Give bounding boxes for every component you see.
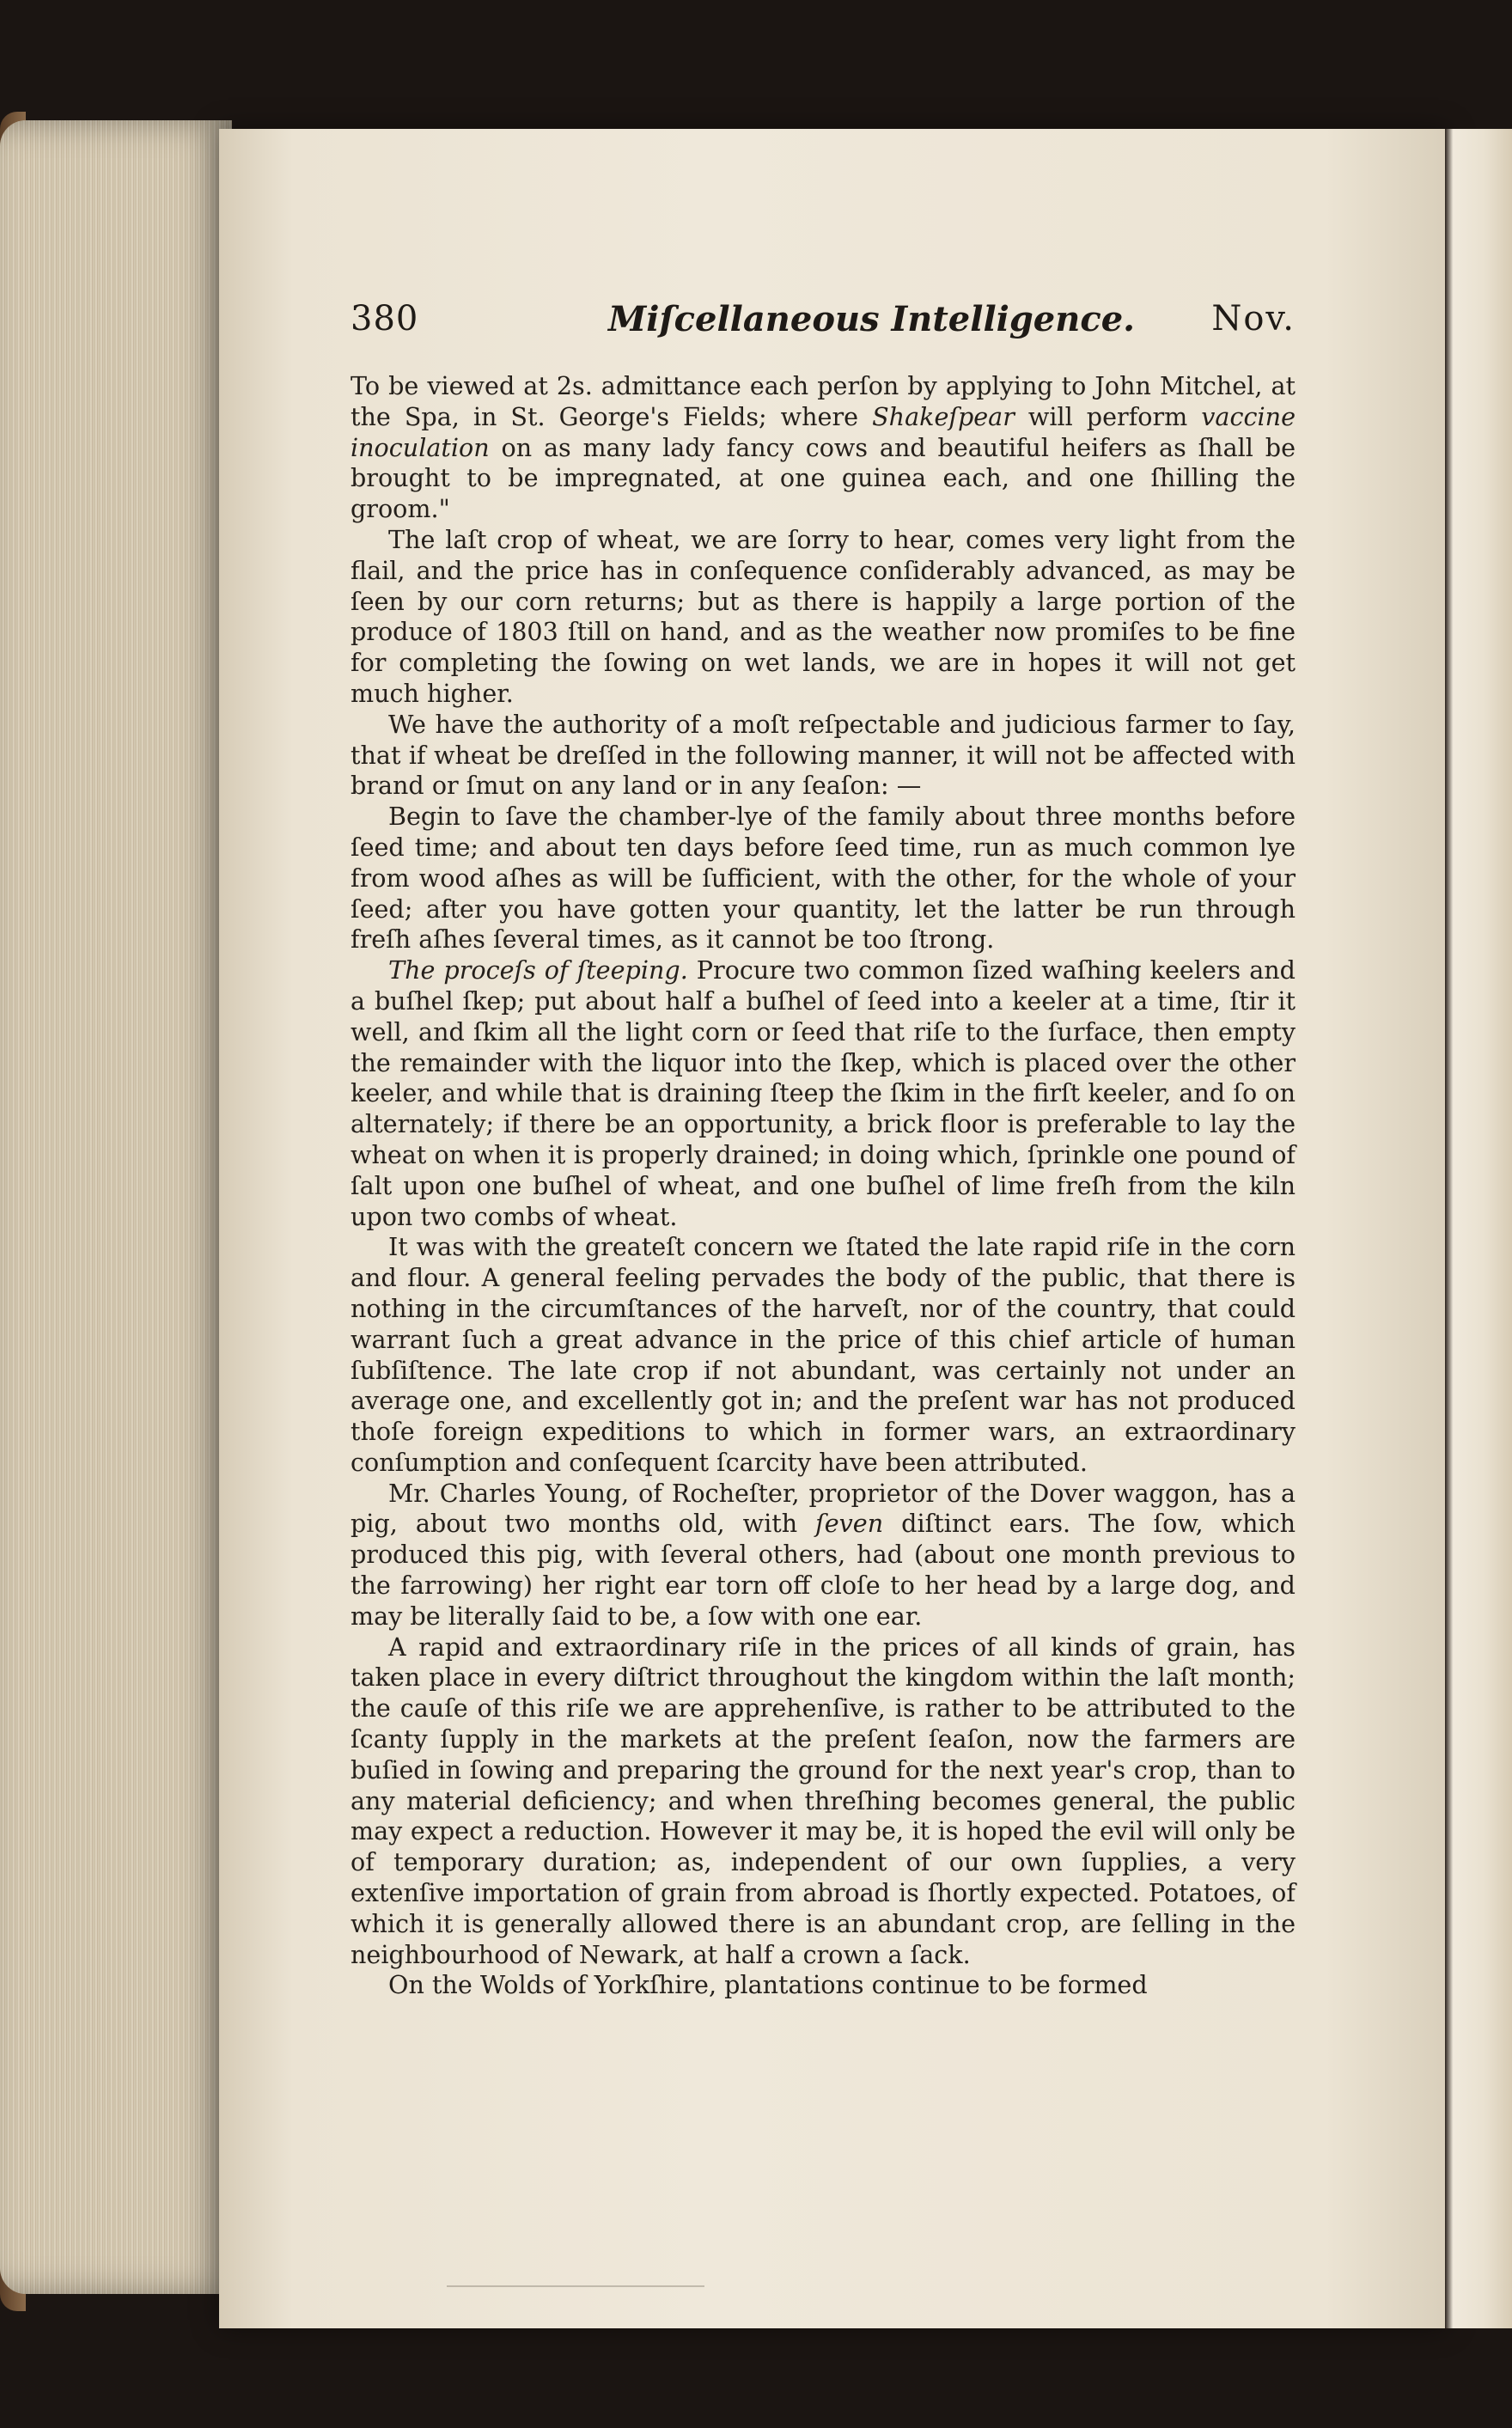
- italic-text: The proceſs of ſteeping.: [388, 955, 688, 985]
- paragraph: [351, 1232, 1296, 1478]
- paragraph: [351, 371, 1296, 525]
- text-run: will perform: [1014, 401, 1202, 431]
- paragraph: [351, 802, 1296, 955]
- paragraph: [351, 710, 1296, 802]
- text-run: A rapid and extraordinary riſe in the prices of all kinds of grain, has taken place in every diſtrict throughout the kingdom within the laſt month; the cauſe of this riſe we are apprehenſive, is rather to be attributed to the ſcanty ſupply in the markets at the preſent ſeaſon, now the farmers are buſied in ſowing and preparing the ground for the next year's crop, than to any material deficiency; and when threſhing becomes general, the public may expect a reduction. However it may be, it is hoped the evil will only be of temporary duration; as, independent of our own ſupplies, a very extenſive importation of grain from abroad is ſhortly expected. Potatoes, of which it is generally allowed there is an abundant crop, are ſelling in the neighbourhood of Newark, at half a crown a ſack.: [351, 1632, 1296, 1969]
- text-run: It was with the greateſt concern we ſtated the late rapid riſe in the corn and flour. A general feeling pervades the body of the public, that there is nothing in the circumſtances of the harveſt, nor of the country, that could warrant ſuch a great advance in the price of this chief article of human ſubſiſtence. The late crop if not abundant, was certainly not under an average one, and excellently got in; and the preſent war has not produced thoſe foreign expeditions to which in former wars, an extraordinary conſumption and conſequent ſcarcity have been attributed.: [351, 1232, 1296, 1477]
- italic-text: vaccine inoculation: [351, 401, 1296, 462]
- italic-text: ſeven: [815, 1509, 884, 1539]
- text-run: Procure two common ſized waſhing keelers and a buſhel ſkep; put about half a buſhel of ſeed into a keeler at a time, ſtir it well, and ſkim all the light corn or ſeed that riſe to the ſurface, then empty the remainder with the liquor into the ſkep, which is placed over the other keeler, and while that is draining ſteep the ſkim in the firſt keeler, and ſo on alternately; if there be an opportunity, a brick floor is preferable to lay the wheat on when it is properly drained; in doing which, ſprinkle one pound of ſalt upon one buſhel of wheat, and one buſhel of lime freſh from the kiln upon two combs of wheat.: [351, 955, 1296, 1231]
- text-run: To be viewed at 2s. admittance each perſon by applying to John Mitchel, at the Spa, in St. George's Fields; where: [351, 371, 1296, 431]
- page-number: 380: [351, 299, 419, 339]
- body-text: [351, 371, 1296, 2001]
- paragraph: [351, 525, 1296, 710]
- facing-page-edge: [1445, 129, 1512, 2328]
- italic-text: Shakeſpear: [872, 401, 1015, 431]
- text-run: Mr. Charles Young, of Rocheſter, proprietor of the Dover waggon, has a pig, about two months old, with: [351, 1478, 1296, 1539]
- text-run: We have the authority of a moſt reſpectable and judicious farmer to ſay, that if wheat be dreſſed in the following manner, it will not be affected with brand or ſmut on any land or in any ſeaſon: —: [351, 709, 1296, 801]
- text-run: on as many lady fancy cows and beautiful heifers as ſhall be brought to be impregnated, at one guinea each, and one ſhilling the groom.": [351, 432, 1296, 524]
- page-foot-mark: [447, 2285, 704, 2287]
- paragraph: [351, 1479, 1296, 1632]
- paragraph: [351, 1970, 1296, 2001]
- text-run: On the Wolds of Yorkſhire, plantations continue to be formed: [388, 1970, 1148, 2000]
- text-run: Begin to ſave the chamber-lye of the family about three months before ſeed time; and about ten days before ſeed time, run as much common lye from wood aſhes as will be ſufficient, with the other, for the whole of your ſeed; after you have gotten your quantity, let the latter be run through freſh aſhes ſeveral times, as it cannot be too ſtrong.: [351, 802, 1296, 955]
- text-run: diſtinct ears. The ſow, which produced this pig, with ſeveral others, had (about one month previous to the farrowing) her right ear torn off cloſe to her head by a large dog, and may be literally ſaid to be, a ſow with one ear.: [351, 1509, 1296, 1631]
- text-run: The laſt crop of wheat, we are ſorry to hear, comes very light from the flail, and the price has in conſequence conſiderably advanced, as may be ſeen by our corn returns; but as there is happily a large portion of the produce of 1803 ſtill on hand, and as the weather now promiſes to be fine for completing the ſowing on wet lands, we are in hopes it will not get much higher.: [351, 524, 1296, 708]
- page-header: [351, 299, 1296, 351]
- paragraph: [351, 955, 1296, 1232]
- paragraph: [351, 1632, 1296, 1971]
- stacked-page-edges: [0, 120, 232, 2294]
- running-title: Miſcellaneous Intelligence.: [608, 299, 1136, 339]
- issue-month: Nov.: [1211, 299, 1296, 339]
